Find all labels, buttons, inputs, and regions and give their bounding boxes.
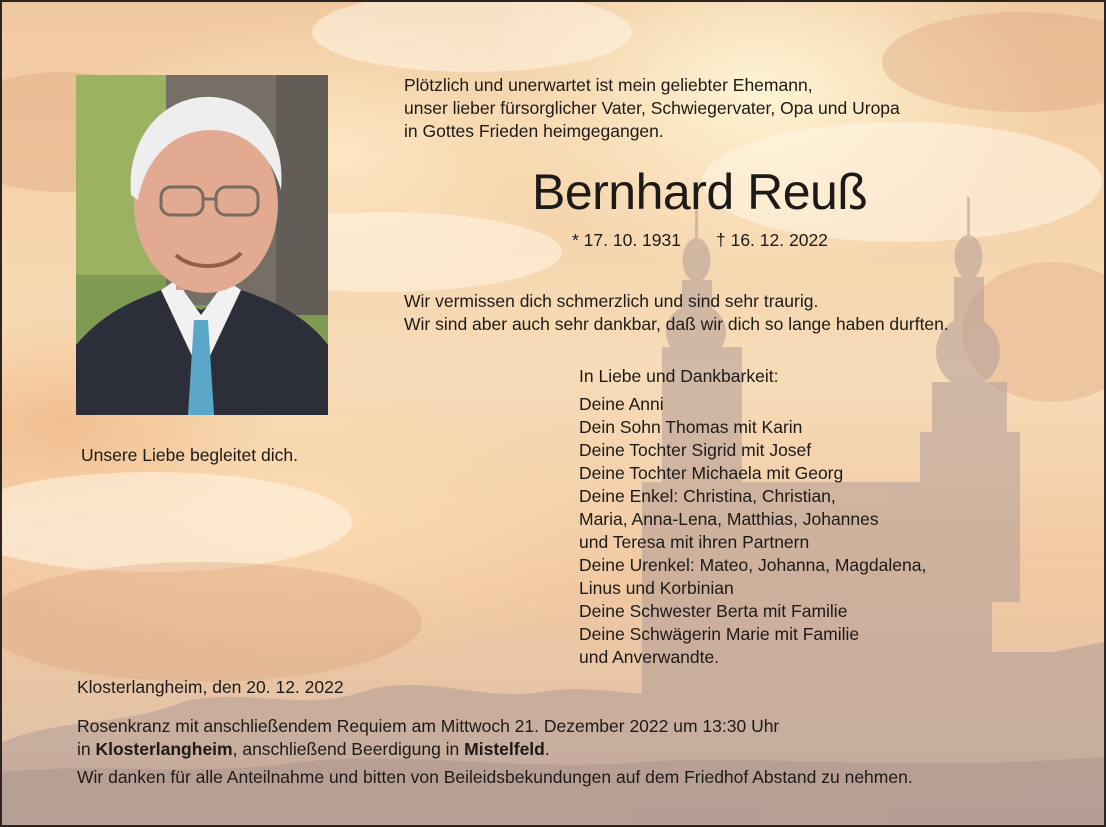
mourner-line: Deine Urenkel: Mateo, Johanna, Magdalena, — [579, 555, 927, 575]
intro-line: in Gottes Frieden heimgegangen. — [404, 121, 664, 141]
mourner-line: Deine Tochter Sigrid mit Josef — [579, 440, 812, 460]
birth-date: * 17. 10. 1931 — [572, 230, 681, 250]
portrait-illustration — [76, 75, 328, 415]
mourner-line: Maria, Anna-Lena, Matthias, Johannes — [579, 509, 879, 529]
memory-line: Wir sind aber auch sehr dankbar, daß wir dich so lange haben durften. — [404, 314, 949, 334]
service-place-burial: Mistelfeld — [464, 739, 545, 759]
memory-text — [404, 290, 949, 336]
intro-line: Plötzlich und unerwartet ist mein geliebter Ehemann, — [404, 75, 813, 95]
mourners-heading: In Liebe und Dankbarkeit: — [579, 366, 779, 386]
service-mid: , anschließend Beerdigung in — [232, 739, 465, 759]
mourner-line: Linus und Korbinian — [579, 578, 734, 598]
deceased-name: Bernhard Reuß — [532, 164, 868, 220]
service-suffix: . — [544, 739, 550, 759]
intro-text — [404, 74, 900, 143]
thanks-text: Wir danken für alle Anteilnahme und bitten von Beileidsbekundungen auf dem Friedhof Abstand zu nehmen. — [77, 767, 913, 787]
mourner-line: und Anverwandte. — [579, 647, 720, 667]
service-line-1: Rosenkranz mit anschließendem Requiem am Mittwoch 21. Dezember 2022 um 13:30 Uhr — [77, 716, 780, 736]
portrait-photo — [76, 75, 328, 415]
intro-line: unser lieber fürsorglicher Vater, Schwiegervater, Opa und Uropa — [404, 98, 900, 118]
mourner-line: Deine Schwester Berta mit Familie — [579, 601, 848, 621]
death-date: † 16. 12. 2022 — [716, 230, 828, 250]
mourner-line: und Teresa mit ihren Partnern — [579, 532, 810, 552]
service-place-requiem: Klosterlangheim — [95, 739, 233, 759]
service-line-2 — [77, 738, 779, 761]
mourner-line: Deine Tochter Michaela mit Georg — [579, 463, 844, 483]
mourner-line: Deine Enkel: Christina, Christian, — [579, 486, 836, 506]
mourner-line: Deine Schwägerin Marie mit Familie — [579, 624, 860, 644]
mourner-line: Deine Anni — [579, 394, 664, 414]
mourners-list — [579, 393, 926, 669]
memory-line: Wir vermissen dich schmerzlich und sind sehr traurig. — [404, 291, 819, 311]
photo-caption: Unsere Liebe begleitet dich. — [81, 445, 298, 465]
place-date: Klosterlangheim, den 20. 12. 2022 — [77, 677, 344, 697]
service-info — [77, 715, 779, 761]
service-prefix: in — [77, 739, 96, 759]
mourner-line: Dein Sohn Thomas mit Karin — [579, 417, 803, 437]
